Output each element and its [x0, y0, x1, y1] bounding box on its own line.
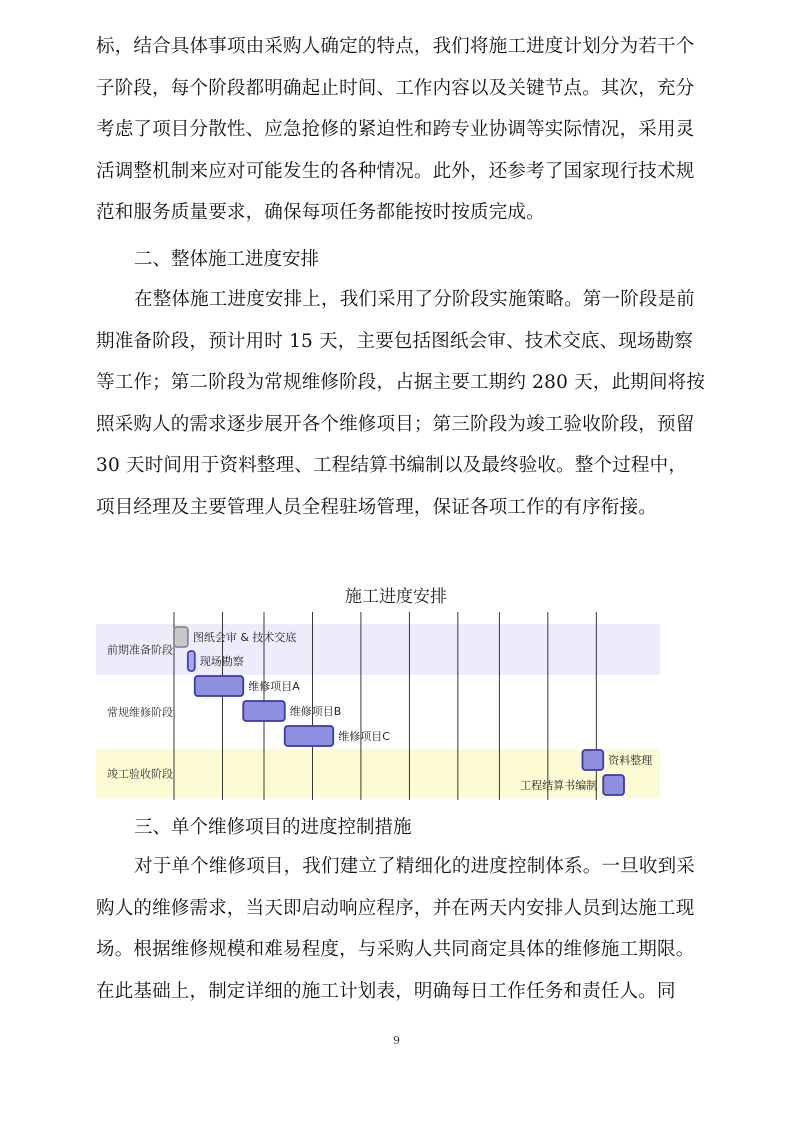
text-line: 等工作；第二阶段为常规维修阶段，占据主要工期约 280 天，此期间将按 [96, 372, 706, 393]
task-label: 现场勘察 [199, 655, 244, 668]
task-bar [174, 627, 188, 647]
paragraph-3 [96, 846, 700, 1012]
text-line: 在此基础上，制定详细的施工计划表，明确每日工作任务和责任人。同 [96, 980, 676, 1002]
phase-label: 前期准备阶段 [107, 643, 173, 657]
task-bar [285, 726, 333, 746]
paragraph-1 [96, 26, 700, 234]
text-line: 照采购人的需求逐步展开各个维修项目；第三阶段为竣工验收阶段，预留 [96, 413, 695, 435]
text-line: 30 天时间用于资料整理、工程结算书编制以及最终验收。整个过程中， [96, 455, 688, 476]
task-bar [188, 651, 195, 671]
task-label: 维修项目A [248, 680, 300, 693]
task-label: 维修项目B [289, 705, 342, 718]
task-bar [243, 701, 285, 721]
task-label: 图纸会审 & 技术交底 [192, 631, 297, 644]
text-line: 考虑了项目分散性、应急抢修的紧迫性和跨专业协调等实际情况，采用灵 [96, 119, 695, 140]
task-label: 维修项目C [338, 730, 390, 743]
task-bar [195, 676, 243, 696]
text-line: 购人的维修需求，当天即启动响应程序，并在两天内安排人员到达施工现 [96, 897, 695, 919]
text-line: 在整体施工进度安排上，我们采用了分阶段实施策略。第一阶段是前 [134, 289, 696, 310]
text-line: 范和服务质量要求，确保每项任务都能按时按质完成。 [96, 202, 545, 223]
text-line: 对于单个维修项目，我们建立了精细化的进度控制体系。一旦收到采 [134, 856, 696, 877]
section-heading-2: 二、整体施工进度安排 [134, 249, 320, 270]
section-heading-3: 三、单个维修项目的进度控制措施 [134, 817, 412, 838]
chart-title: 施工进度安排 [345, 587, 447, 607]
task-label: 工程结算书编制 [520, 779, 598, 792]
task-bar [582, 750, 603, 770]
phase-label: 竣工验收阶段 [107, 767, 173, 781]
page-number: 9 [393, 1034, 400, 1047]
text-line: 期准备阶段，预计用时 15 天，主要包括图纸会审、技术交底、现场勘察 [96, 330, 694, 352]
task-bar [603, 775, 624, 795]
text-line: 子阶段，每个阶段都明确起止时间、工作内容以及关键节点。其次，充分 [96, 77, 695, 99]
text-line: 标，结合具体事项由采购人确定的特点，我们将施工进度计划分为若干个 [96, 36, 695, 57]
text-line: 项目经理及主要管理人员全程驻场管理，保证各项工作的有序衔接。 [96, 496, 658, 518]
phase-label: 常规维修阶段 [107, 706, 173, 719]
task-label: 资料整理 [608, 754, 653, 767]
text-line: 活调整机制来应对可能发生的各种情况。此外，还参考了国家现行技术规 [96, 160, 695, 182]
gantt-chart-svg [96, 578, 660, 804]
paragraph-2 [96, 279, 706, 528]
gantt-chart [96, 578, 660, 804]
text-line: 场。根据维修规模和难易程度，与采购人共同商定具体的维修施工期限。 [96, 939, 695, 960]
